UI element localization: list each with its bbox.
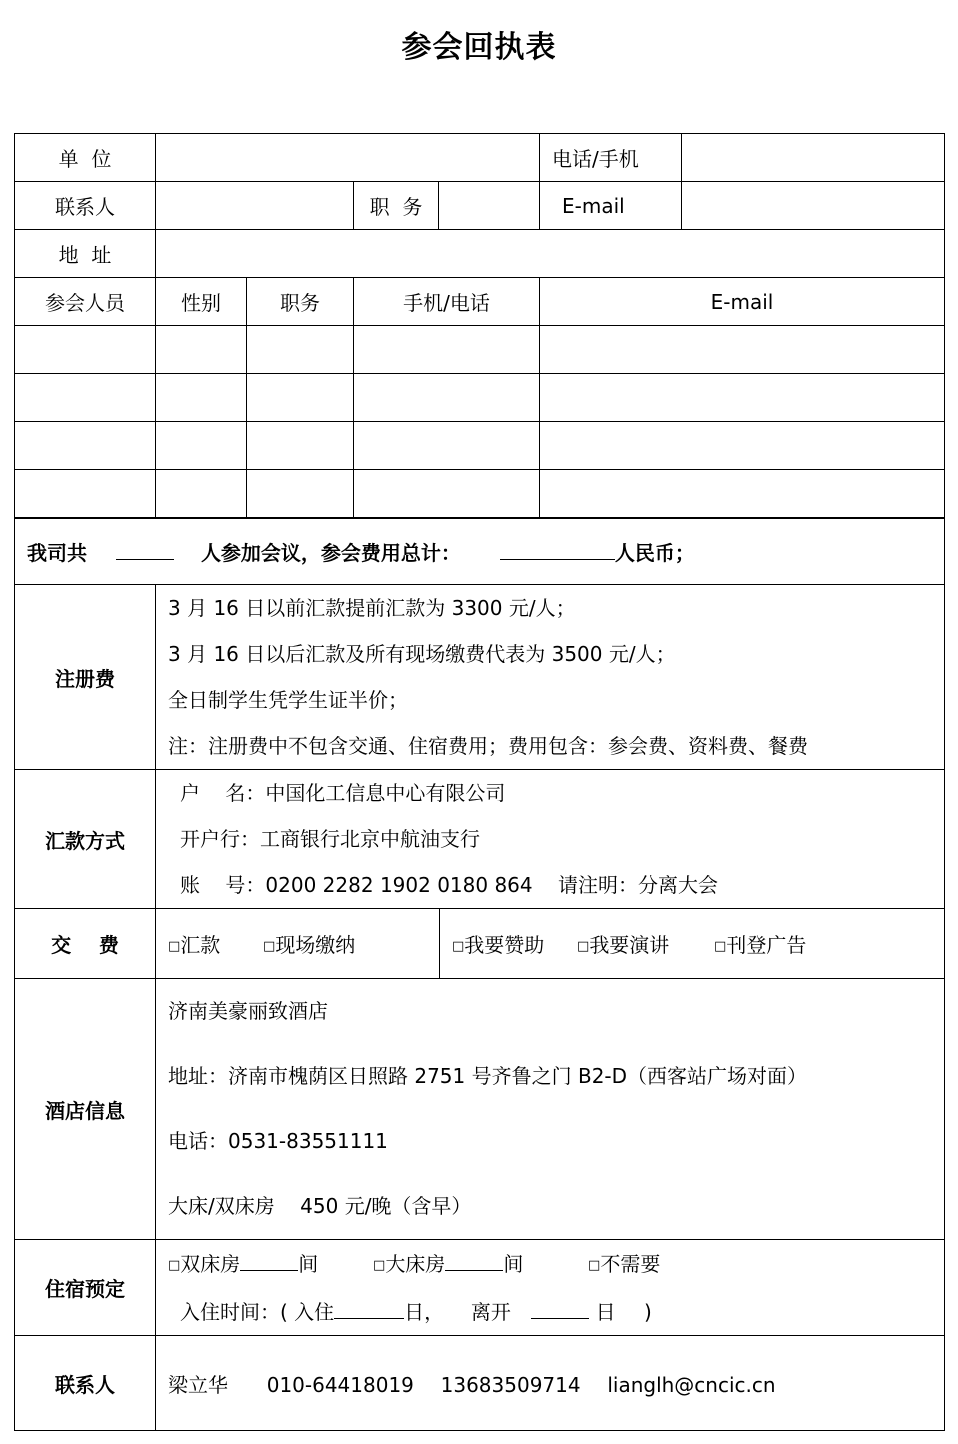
no-room-checkbox[interactable] — [588, 1252, 660, 1276]
attendee-phone-cell[interactable] — [354, 326, 540, 374]
attendee-name-cell[interactable] — [15, 470, 156, 518]
total-fee-blank[interactable] — [500, 541, 615, 560]
unit-label: 单 位 — [15, 134, 156, 182]
checkbox-icon: □ — [263, 939, 276, 954]
attendee-name-cell[interactable] — [15, 374, 156, 422]
close-paren: ) — [643, 1299, 652, 1324]
attendee-gender-cell[interactable] — [156, 470, 247, 518]
checkbox-icon: □ — [588, 1257, 601, 1273]
phone-header: 手机/电话 — [354, 278, 540, 326]
checkbox-icon: □ — [714, 939, 727, 954]
sponsor-option-label: 我要赞助 — [464, 933, 545, 957]
contact-person-field[interactable] — [156, 182, 354, 230]
total-summary — [15, 519, 945, 585]
registration-line: 注：注册费中不包含交通、住宿费用；费用包含：参会费、资料费、餐费 — [168, 734, 808, 758]
attendee-table — [14, 277, 945, 518]
remit-checkbox[interactable] — [168, 933, 220, 957]
remittance-line: 户 名：中国化工信息中心有限公司 — [180, 781, 506, 805]
registration-line: 3 月 16 日以后汇款及所有现场缴费代表为 3500 元/人； — [168, 642, 676, 666]
hotel-content — [156, 979, 945, 1240]
attendee-header: 参会人员 — [15, 278, 156, 326]
total-middle: 人参加会议，参会费用总计： — [200, 541, 461, 565]
checkbox-icon: □ — [373, 1257, 386, 1273]
contact-email[interactable]: lianglh@cncic.cn — [607, 1372, 776, 1397]
attendee-phone-cell[interactable] — [354, 422, 540, 470]
phone-label: 电话/手机 — [540, 134, 682, 182]
attendee-name-cell[interactable] — [15, 326, 156, 374]
total-prefix: 我司共 — [27, 541, 87, 565]
no-room-label: 不需要 — [600, 1251, 661, 1276]
attendee-gender-cell[interactable] — [156, 326, 247, 374]
attendee-header-row — [15, 278, 945, 326]
attendee-email-cell[interactable] — [540, 470, 945, 518]
registration-line: 全日制学生凭学生证半价； — [168, 688, 408, 712]
unit-field[interactable] — [156, 134, 540, 182]
checkin-date-blank[interactable] — [334, 1300, 404, 1319]
remittance-label: 汇款方式 — [15, 770, 156, 909]
address-label: 地 址 — [15, 230, 156, 278]
onsite-checkbox[interactable] — [263, 933, 355, 957]
hotel-label: 酒店信息 — [15, 979, 156, 1240]
hotel-address: 地址：济南市槐荫区日照路 2751 号齐鲁之门 B2-D（西客站广场对面） — [168, 1064, 808, 1088]
attendee-position-cell[interactable] — [247, 422, 354, 470]
registration-label: 注册费 — [15, 585, 156, 770]
double-room-count-blank[interactable] — [445, 1252, 503, 1271]
onsite-option-label: 现场缴纳 — [275, 933, 356, 957]
attendee-row — [15, 422, 945, 470]
remittance-content — [156, 770, 945, 909]
email-label: E-mail — [540, 182, 682, 230]
checkbox-icon: □ — [168, 1257, 181, 1273]
booking-label: 住宿预定 — [15, 1240, 156, 1336]
position-label: 职 务 — [354, 182, 439, 230]
attendee-position-cell[interactable] — [247, 326, 354, 374]
contact-phone: 010-64418019 — [266, 1372, 414, 1397]
attendee-name-cell[interactable] — [15, 422, 156, 470]
attendee-gender-cell[interactable] — [156, 374, 247, 422]
email-field[interactable] — [682, 182, 945, 230]
attendee-email-cell[interactable] — [540, 422, 945, 470]
details-table — [14, 518, 945, 1431]
attendee-email-cell[interactable] — [540, 374, 945, 422]
double-room-checkbox[interactable] — [373, 1252, 445, 1276]
room-unit: 间 — [298, 1251, 319, 1276]
email-header: E-mail — [540, 278, 945, 326]
contact-name: 梁立华 — [168, 1372, 228, 1397]
advert-checkbox[interactable] — [714, 933, 806, 957]
phone-field[interactable] — [682, 134, 945, 182]
checkbox-icon: □ — [577, 939, 590, 954]
registration-content — [156, 585, 945, 770]
checkbox-icon: □ — [168, 939, 181, 954]
position-header: 职务 — [247, 278, 354, 326]
payment-right-options — [440, 909, 945, 979]
payment-label: 交 费 — [15, 909, 156, 979]
total-suffix: 人民币； — [614, 541, 695, 565]
receipt-form — [14, 133, 945, 278]
attendee-position-cell[interactable] — [247, 470, 354, 518]
checkout-date-blank[interactable] — [531, 1300, 589, 1319]
attendee-position-cell[interactable] — [247, 374, 354, 422]
contact-person-label: 联系人 — [15, 182, 156, 230]
gender-header: 性别 — [156, 278, 247, 326]
twin-room-count-blank[interactable] — [240, 1252, 298, 1271]
remittance-line: 开户行：工商银行北京中航油支行 — [180, 827, 480, 851]
advert-option-label: 刊登广告 — [726, 933, 807, 957]
hotel-room-price: 大床/双床房 450 元/晚（含早） — [168, 1194, 472, 1218]
sponsor-checkbox[interactable] — [452, 933, 544, 957]
twin-room-label: 双床房 — [180, 1251, 241, 1276]
attendee-phone-cell[interactable] — [354, 374, 540, 422]
attendee-email-cell[interactable] — [540, 326, 945, 374]
position-field[interactable] — [439, 182, 540, 230]
checkbox-icon: □ — [452, 939, 465, 954]
hotel-phone: 电话：0531-83551111 — [168, 1129, 388, 1153]
attendee-row — [15, 326, 945, 374]
day-label: 日 — [595, 1299, 616, 1324]
attendee-count-blank[interactable] — [116, 541, 174, 560]
leave-label: 离开 — [470, 1299, 511, 1324]
attendee-row — [15, 470, 945, 518]
speech-checkbox[interactable] — [577, 933, 669, 957]
checkin-prefix: 入住时间：( 入住 — [180, 1299, 335, 1324]
twin-room-checkbox[interactable] — [168, 1252, 240, 1276]
attendee-phone-cell[interactable] — [354, 470, 540, 518]
remittance-line: 账 号：0200 2282 1902 0180 864 请注明：分离大会 — [180, 873, 719, 897]
contact-label: 联系人 — [15, 1336, 156, 1431]
hotel-name: 济南美豪丽致酒店 — [168, 999, 328, 1023]
page-title: 参会回执表 — [401, 30, 557, 65]
contact-mobile: 13683509714 — [440, 1372, 581, 1397]
double-room-label: 大床房 — [385, 1251, 446, 1276]
contact-content — [156, 1336, 945, 1431]
room-choice-line — [168, 1241, 944, 1289]
registration-line: 3 月 16 日以前汇款提前汇款为 3300 元/人； — [168, 596, 576, 620]
remit-option-label: 汇款 — [180, 933, 221, 957]
day-label: 日， — [404, 1299, 445, 1324]
speech-option-label: 我要演讲 — [589, 933, 670, 957]
attendee-gender-cell[interactable] — [156, 422, 247, 470]
stay-dates-line — [168, 1289, 944, 1335]
booking-content — [156, 1240, 945, 1336]
attendee-row — [15, 374, 945, 422]
payment-left-options — [156, 909, 440, 979]
room-unit: 间 — [503, 1251, 524, 1276]
address-field[interactable] — [156, 230, 945, 278]
